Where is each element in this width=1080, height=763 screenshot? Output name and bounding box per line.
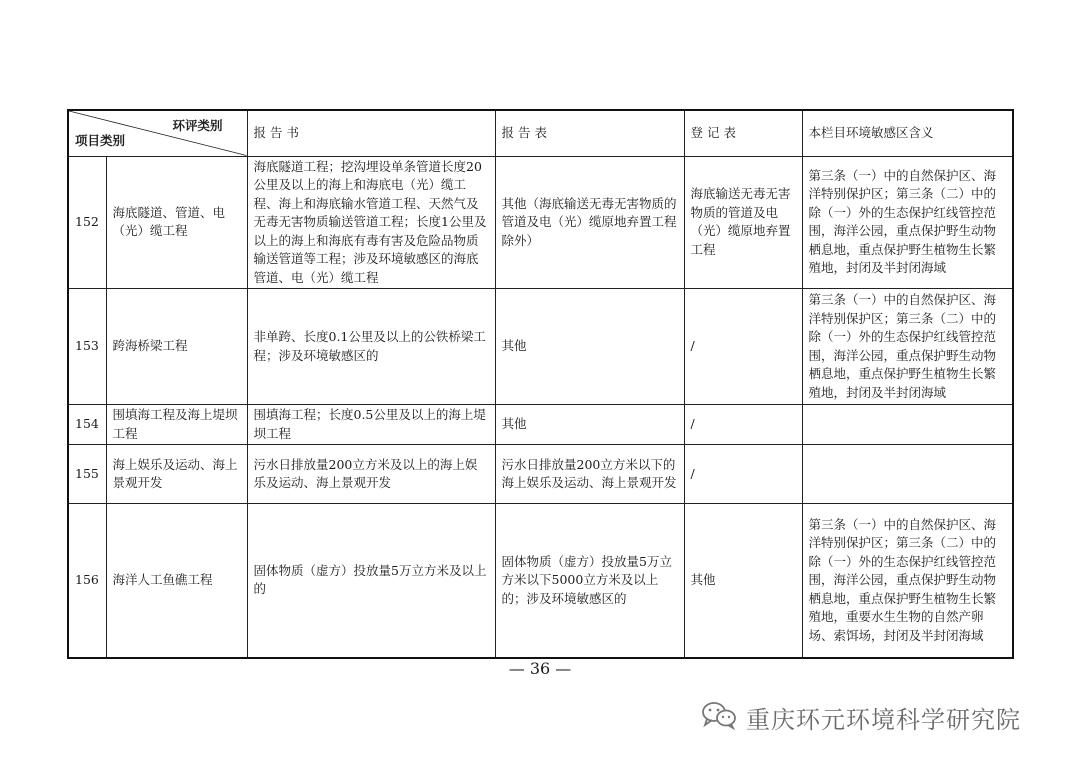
row-category: 围填海工程及海上堤坝工程 (106, 405, 247, 445)
row-register: 海底输送无毒无害物质的管道及电（光）缆原地弃置工程 (684, 156, 802, 289)
page-number: — 36 — (508, 659, 572, 678)
table-header-row (68, 110, 1013, 156)
header-sensitive: 本栏目环境敏感区含义 (802, 110, 1013, 156)
watermark (700, 700, 1021, 734)
row-report: 固体物质（虚方）投放量5万立方米及以上的 (247, 504, 495, 658)
row-category: 跨海桥梁工程 (106, 289, 247, 405)
row-sensitive: 第三条（一）中的自然保护区、海洋特别保护区；第三条（二）中的除（一）外的生态保护红线管控范围，海洋公园，重点保护野生动物栖息地，重点保护野生植物生长繁殖地，封闭及半封闭海域 (802, 156, 1013, 289)
watermark-text: 重庆环元环境科学研究院 (746, 705, 1021, 734)
row-form: 其他 (495, 405, 684, 445)
row-category: 海洋人工鱼礁工程 (106, 504, 247, 658)
row-category: 海上娱乐及运动、海上景观开发 (106, 445, 247, 504)
row-sensitive (802, 405, 1013, 445)
corner-bottom-label: 项目类别 (75, 133, 126, 148)
table-row (68, 289, 1013, 405)
table-row (68, 156, 1013, 289)
row-number: 156 (68, 504, 106, 658)
header-report: 报 告 书 (247, 110, 495, 156)
row-category: 海底隧道、管道、电（光）缆工程 (106, 156, 247, 289)
table-row (68, 504, 1013, 658)
row-register: / (684, 445, 802, 504)
row-report: 非单跨、长度0.1公里及以上的公铁桥梁工程；涉及环境敏感区的 (247, 289, 495, 405)
row-report: 围填海工程；长度0.5公里及以上的海上堤坝工程 (247, 405, 495, 445)
row-report: 污水日排放量200立方米及以上的海上娱乐及运动、海上景观开发 (247, 445, 495, 504)
wechat-icon (700, 700, 738, 734)
row-register: / (684, 405, 802, 445)
row-report: 海底隧道工程；挖沟埋设单条管道长度20公里及以上的海上和海底电（光）缆工程、海上和海底输水管道工程、天然气及无毒无害物质输送管道工程；长度1公里及以上的海上和海底有毒有害及危险品物质输送管道等工程；涉及环境敏感区的海底管道、电（光）缆工程 (247, 156, 495, 289)
table-row (68, 405, 1013, 445)
row-form: 其他 (495, 289, 684, 405)
corner-header-cell (68, 110, 247, 156)
header-register: 登 记 表 (684, 110, 802, 156)
regulation-table (67, 109, 1014, 659)
row-sensitive: 第三条（一）中的自然保护区、海洋特别保护区；第三条（二）中的除（一）外的生态保护红线管控范围，海洋公园，重点保护野生动物栖息地，重点保护野生植物生长繁殖地，重要水生生物的自然产卵场、索饵场，封闭及半封闭海域 (802, 504, 1013, 658)
table-row (68, 445, 1013, 504)
row-number: 153 (68, 289, 106, 405)
row-register: / (684, 289, 802, 405)
row-sensitive (802, 445, 1013, 504)
row-number: 155 (68, 445, 106, 504)
row-form: 污水日排放量200立方米以下的海上娱乐及运动、海上景观开发 (495, 445, 684, 504)
corner-top-label: 环评类别 (172, 118, 223, 133)
row-number: 152 (68, 156, 106, 289)
header-form: 报 告 表 (495, 110, 684, 156)
row-form: 其他（海底输送无毒无害物质的管道及电（光）缆原地弃置工程除外） (495, 156, 684, 289)
row-sensitive: 第三条（一）中的自然保护区、海洋特别保护区；第三条（二）中的除（一）外的生态保护红线管控范围，海洋公园，重点保护野生动物栖息地，重点保护野生植物生长繁殖地，封闭及半封闭海域 (802, 289, 1013, 405)
row-number: 154 (68, 405, 106, 445)
row-register: 其他 (684, 504, 802, 658)
row-form: 固体物质（虚方）投放量5万立方米以下5000立方米及以上的；涉及环境敏感区的 (495, 504, 684, 658)
